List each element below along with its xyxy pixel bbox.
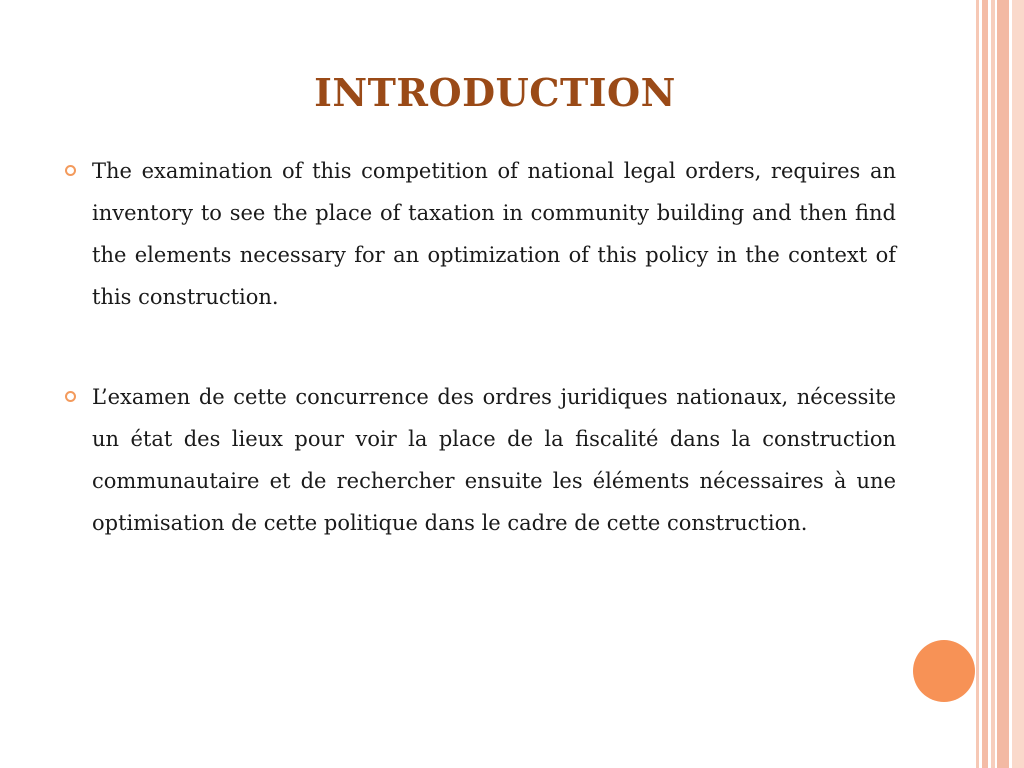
decorative-side-bar [997,0,1009,768]
bullet-text: L’examen de cette concurrence des ordres juridiques nationaux, nécessite un état des lieux pour voir la place de la fiscalité dans la construction communautaire et de rechercher ensuite les éléments nécessaires à une optimisation de cette politique dans le cadre de cette construction. [92,385,896,535]
orange-circle-decoration [913,640,975,702]
bullet-list [92,150,896,544]
bullet-item-french [92,376,896,544]
bullet-circle-icon [65,165,76,176]
decorative-side-bar [976,0,979,768]
bullet-item-english [92,150,896,318]
decorative-side-bar [991,0,995,768]
decorative-side-bar [982,0,988,768]
bullet-text: The examination of this competition of national legal orders, requires an inventory to see the place of taxation in community building and then find the elements necessary for an optimization of this policy in the context of this construction. [92,159,896,309]
bullet-circle-icon [65,391,76,402]
slide-title: INTRODUCTION [314,70,676,115]
decorative-side-bar [1012,0,1024,768]
